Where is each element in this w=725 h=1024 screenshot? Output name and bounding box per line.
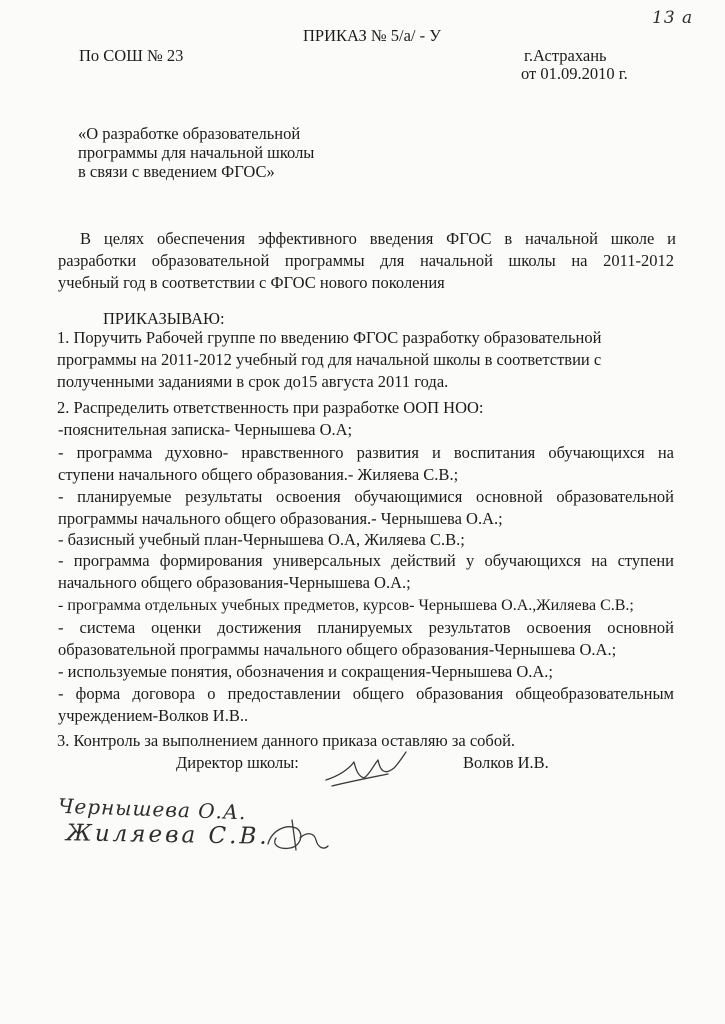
item2-bullet-5-line-2: начального общего образования-Чернышева О.А.; — [58, 573, 411, 592]
item2-bullet-7-line-2: образовательной программы начального общего образования-Чернышева О.А.; — [58, 640, 617, 659]
item2-bullet-9-line-2: учреждением-Волков И.В.. — [58, 706, 249, 725]
subject-line-3: в связи с введением ФГОС» — [78, 162, 275, 181]
preamble-line-1: В целях обеспечения эффективного введения ФГОС в начальной школе и — [80, 229, 676, 248]
signature-title: Директор школы: — [176, 753, 299, 772]
item2-bullet-6: - программа отдельных учебных предметов, курсов- Чернышева О.А.,Жиляева С.В.; — [58, 597, 634, 614]
orders-heading: ПРИКАЗЫВАЮ: — [103, 309, 225, 328]
handwritten-name-1: Чернышева О.А. — [57, 793, 247, 825]
item2-heading: 2. Распределить ответственность при разработке ООП НОО: — [57, 398, 484, 417]
order-title: ПРИКАЗ № 5/а/ - У — [303, 26, 441, 45]
item2-bullet-1: -пояснительная записка- Чернышева О.А; — [58, 420, 353, 439]
item2-bullet-4: - базисный учебный план-Чернышева О.А, Жиляева С.В.; — [58, 530, 465, 549]
item2-bullet-3-line-1: - планируемые результаты освоения обучающимися основной образовательной — [58, 487, 674, 506]
city: г.Астрахань — [524, 46, 607, 65]
preamble-line-2: разработки образовательной программы для начальной школы на 2011-2012 — [58, 251, 674, 270]
handwritten-name-2: Жиляева С.В. — [65, 820, 270, 850]
school-name: По СОШ № 23 — [79, 46, 184, 65]
preamble-line-3: учебный год в соответствии с ФГОС нового поколения — [58, 273, 445, 292]
director-signature — [318, 748, 408, 793]
subject-line-1: «О разработке образовательной — [78, 124, 301, 143]
item1-line-1: 1. Поручить Рабочей группе по введению ФГОС разработку образовательной — [57, 328, 602, 347]
signature-name: Волков И.В. — [463, 753, 549, 772]
item2-bullet-9-line-1: - форма договора о предоставлении общего образования общеобразовательным — [58, 684, 674, 703]
item2-bullet-7-line-1: - система оценки достижения планируемых результатов освоения основной — [58, 618, 674, 637]
item2-bullet-2-line-1: - программа духовно- нравственного развития и воспитания обучающихся на — [58, 443, 674, 462]
item3: 3. Контроль за выполнением данного приказа оставляю за собой. — [57, 731, 516, 750]
order-date: от 01.09.2010 г. — [521, 64, 628, 83]
item2-bullet-3-line-2: программы начального общего образования.- Чернышева О.А.; — [58, 509, 503, 528]
item1-line-2: программы на 2011-2012 учебный год для начальной школы в соответствии с — [57, 350, 602, 369]
item2-bullet-5-line-1: - программа формирования универсальных действий у обучающихся на ступени — [58, 551, 674, 570]
item1-line-3: полученными заданиями в срок до15 августа 2011 года. — [57, 372, 449, 391]
corner-note: 13 а — [652, 8, 694, 28]
handwritten-initials — [262, 810, 332, 860]
item2-bullet-2-line-2: ступени начального общего образования.- Жиляева С.В.; — [58, 465, 459, 484]
subject-line-2: программы для начальной школы — [78, 143, 315, 162]
item2-bullet-8: - используемые понятия, обозначения и сокращения-Чернышева О.А.; — [58, 662, 553, 681]
